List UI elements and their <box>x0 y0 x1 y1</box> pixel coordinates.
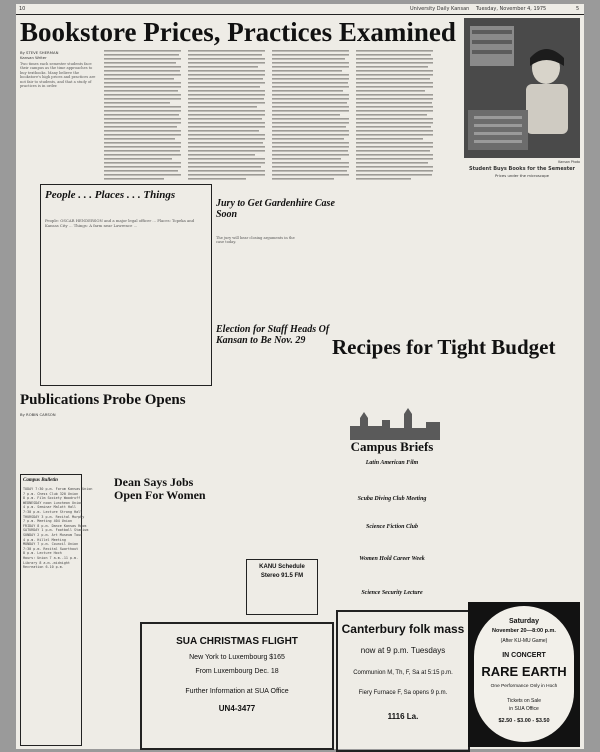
brief-title-security: Science Security Lecture <box>361 590 423 596</box>
bulletin-row: 4 p.m. Hillel Meeting <box>23 537 66 542</box>
bulletin-row: Hours: Union 7 a.m.-11 p.m. <box>23 555 79 560</box>
bulletin-row: Library 8 a.m.-midnight <box>23 560 70 565</box>
people-title: People . . . Places . . . Things <box>45 189 176 201</box>
photo-caption-sub: Prices under the microscope <box>495 173 549 178</box>
story-col-2 <box>104 50 182 182</box>
bulletin-row: 8 p.m. Lecture Hoch <box>23 551 62 556</box>
kanu-title: KANU Schedule <box>259 564 305 570</box>
brief-title-scuba: Scuba Diving Club Meeting <box>357 496 427 502</box>
folk-title: Canterbury folk mass <box>341 622 465 636</box>
text-lines-graphic <box>272 50 350 182</box>
campus-briefs <box>330 400 454 604</box>
folk-time: now at 9 p.m. Tuesdays <box>360 646 446 655</box>
text-lines-graphic <box>104 50 182 182</box>
brief-title-scifi: Science Fiction Club <box>365 524 418 530</box>
briefs-title: Campus Briefs <box>350 439 434 454</box>
student-photo-graphic <box>464 18 580 158</box>
paper-name: University Daily Kansan <box>410 6 470 12</box>
bulletin-row: 7 p.m. Chess Club 320 Union <box>23 491 79 496</box>
photo-credit: Kansan Photo <box>558 160 580 164</box>
byline-name: By STEVE SHERMAN <box>20 50 59 55</box>
concert-band: RARE EARTH <box>481 664 567 679</box>
bulletin-row: 7:30 p.m. Lecture Strong Hall <box>23 509 83 514</box>
bulletin-row: FRIDAY 8 p.m. Dance Kansas Room <box>23 523 87 528</box>
bulletin-row: Recreation 6-10 p.m. <box>23 565 64 570</box>
flight-line-4: Further Information at SUA Office <box>185 688 289 695</box>
bulletin-row: 4 p.m. Seminar Malott Hall <box>23 505 77 510</box>
bulletin-row: SATURDAY 1 p.m. Football Stadium <box>23 528 89 533</box>
bulletin-row: THURSDAY 3 p.m. Recital Murphy <box>23 514 85 519</box>
sua-flight-ad <box>140 622 334 750</box>
bulletin-row: 8 p.m. Film Society Woodruff <box>23 496 81 501</box>
text-lines-graphic <box>188 50 266 182</box>
kanu-sub: Stereo 91.5 FM <box>260 573 304 579</box>
student-photo <box>464 18 580 158</box>
byline-role: Kansan Writer <box>20 55 47 60</box>
photo-caption-title: Student Buys Books for the Semester <box>469 166 575 172</box>
concert-date: November 20—8:00 p.m. <box>492 628 556 634</box>
concert-at: in SUA Office <box>509 706 539 712</box>
page-number: 10 <box>19 6 26 12</box>
campus-skyline-icon <box>330 400 454 444</box>
page-number-right: 5 <box>576 6 580 12</box>
flight-line-5: UN4-3477 <box>218 704 256 713</box>
deans-headline: Dean Says Jobs Open For Women <box>114 475 206 502</box>
garden-headline: Jury to Get Gardenhire Case Soon <box>216 198 335 220</box>
people-box <box>40 184 212 386</box>
newspaper-page <box>16 4 584 749</box>
concert-in: IN CONCERT <box>502 652 546 659</box>
flight-line-3: From Luxembourg Dec. 18 <box>195 668 279 675</box>
bulletin-row: 7 p.m. Meeting 404 Union <box>23 519 72 524</box>
people-lede: People: OSCAR HENDERSON and a major legal officer ... Places: Topeka and Kansas City ... Things: A farm near Lawrence ... <box>45 218 195 228</box>
garden-lede: The jury will hear closing arguments in the case today. <box>216 236 295 245</box>
concert-tickets: Tickets on Sale <box>507 698 541 704</box>
bulletin-row: MONDAY 7 p.m. Council Union <box>23 542 79 547</box>
masthead-rule <box>16 14 584 15</box>
story-col-4 <box>272 50 350 182</box>
rare-earth-ad <box>468 602 580 747</box>
bulletin-row: 7:30 p.m. Recital Swarthout <box>23 546 79 551</box>
folk-line-2: Fiery Furnace F, Sa opens 9 p.m. <box>358 690 448 696</box>
story-col-3 <box>188 50 266 182</box>
bulletin-list <box>23 487 93 570</box>
bulletin-row: TODAY 7:30 p.m. Forum Kansas Union <box>23 487 93 491</box>
concert-day: Saturday <box>509 618 539 625</box>
publications-byline: By ROBIN CARSON <box>20 412 56 417</box>
concert-prices: $2.50 - $3.00 - $3.50 <box>498 718 550 724</box>
bookstore-headline: Bookstore Prices, Practices Examined <box>20 17 456 47</box>
election-headline: Election for Staff Heads Of Kansan to Be Nov. 29 <box>216 324 330 346</box>
campus-bulletin-box <box>20 474 93 746</box>
brief-title-women: Women Hold Career Week <box>359 556 425 562</box>
masthead <box>16 4 584 14</box>
folk-line-1: Communion M, Th, F, Sa at 5:15 p.m. <box>353 670 453 676</box>
flight-line-1: SUA CHRISTMAS FLIGHT <box>176 636 298 647</box>
bulletin-row: WEDNESDAY noon Luncheon Union <box>23 500 83 505</box>
canterbury-ad <box>336 610 470 752</box>
brief-title-latin: Latin American Film <box>365 460 419 466</box>
folk-address: 1116 La. <box>387 712 419 721</box>
flight-line-2: New York to Luxembourg $165 <box>189 654 285 661</box>
concert-note: One Performance Only in Hoch <box>490 684 558 689</box>
issue-date: Tuesday, November 4, 1975 <box>476 6 547 12</box>
story-col-5 <box>356 50 434 182</box>
kanu-box <box>246 559 318 615</box>
bulletin-row: SUNDAY 2 p.m. Art Museum Tour <box>23 532 83 537</box>
bulletin-title: Campus Bulletin <box>23 478 58 483</box>
text-lines-graphic <box>356 50 434 182</box>
recipes-headline: Recipes for Tight Budget <box>332 335 556 359</box>
publications-headline: Publications Probe Opens <box>20 392 186 408</box>
concert-after: (After KU-MU Game) <box>500 638 548 644</box>
bookstore-byline <box>20 50 100 60</box>
bookstore-lede: Two times each semester students face their campus as the time approaches to buy textbooks. Many believe the bookstore's high prices and practices are not fair to students, and that a study of practices is in order. <box>20 62 96 89</box>
